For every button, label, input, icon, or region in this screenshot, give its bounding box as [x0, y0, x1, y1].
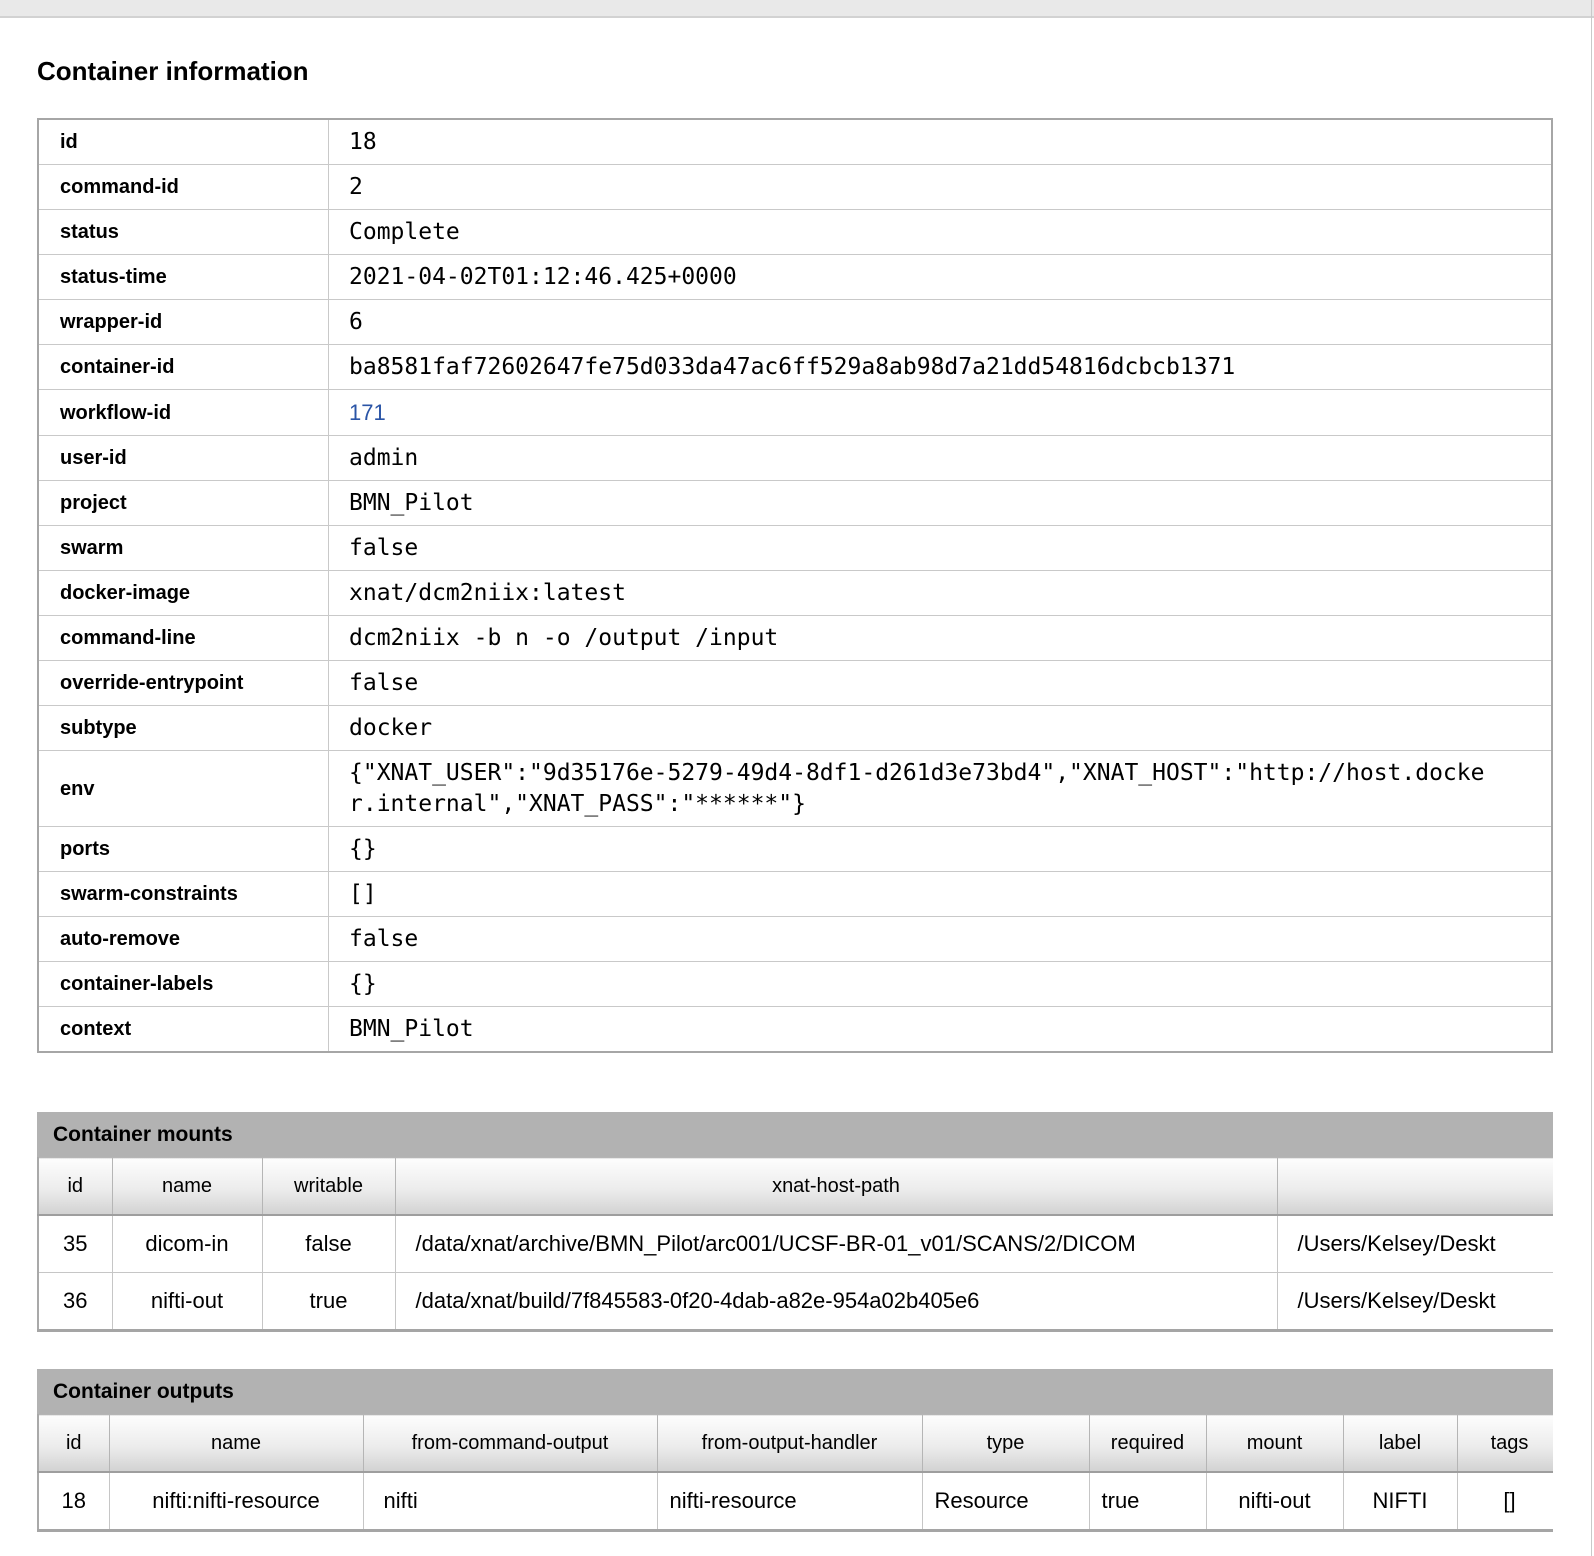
info-label: context — [38, 1007, 329, 1053]
info-row — [38, 390, 1552, 436]
outputs-header-row — [38, 1415, 1553, 1473]
info-value: [] — [329, 872, 1553, 917]
info-value: BMN_Pilot — [329, 481, 1553, 526]
info-label: wrapper-id — [38, 300, 329, 345]
info-label: container-id — [38, 345, 329, 390]
info-row — [38, 661, 1552, 706]
col-header-from-output-handler: from-output-handler — [657, 1415, 922, 1473]
workflow-id-link[interactable]: 171 — [349, 400, 386, 425]
cell-container-host-path: /Users/Kelsey/Deskt — [1277, 1215, 1553, 1273]
info-row — [38, 255, 1552, 300]
info-row — [38, 345, 1552, 390]
mounts-header-row — [38, 1158, 1553, 1216]
container-mounts-table — [37, 1157, 1553, 1332]
info-row — [38, 571, 1552, 616]
outputs-row — [38, 1472, 1553, 1531]
info-label: command-line — [38, 616, 329, 661]
info-value: admin — [329, 436, 1553, 481]
info-row — [38, 827, 1552, 872]
cell-type: Resource — [922, 1472, 1089, 1531]
info-value: 2021-04-02T01:12:46.425+0000 — [329, 255, 1553, 300]
cell-xnat-host-path: /data/xnat/archive/BMN_Pilot/arc001/UCSF-BR-01_v01/SCANS/2/DICOM — [395, 1215, 1277, 1273]
container-mounts-section — [37, 1112, 1594, 1332]
col-header-label: label — [1343, 1415, 1457, 1473]
info-label: command-id — [38, 165, 329, 210]
container-outputs-header: Container outputs — [37, 1369, 1553, 1414]
info-value: {} — [329, 962, 1553, 1007]
info-label: container-labels — [38, 962, 329, 1007]
info-value: docker — [329, 706, 1553, 751]
info-row — [38, 917, 1552, 962]
col-header-from-command-output: from-command-output — [363, 1415, 657, 1473]
info-row — [38, 706, 1552, 751]
info-value: BMN_Pilot — [329, 1007, 1553, 1053]
cell-name: nifti:nifti-resource — [109, 1472, 363, 1531]
mounts-row — [38, 1273, 1553, 1331]
info-row — [38, 210, 1552, 255]
page-right-border — [1591, 0, 1592, 1556]
cell-id: 36 — [38, 1273, 112, 1331]
info-row — [38, 481, 1552, 526]
cell-writable: false — [262, 1215, 395, 1273]
col-header-mount: mount — [1206, 1415, 1343, 1473]
info-label: status-time — [38, 255, 329, 300]
cell-mount: nifti-out — [1206, 1472, 1343, 1531]
info-label: user-id — [38, 436, 329, 481]
info-label: project — [38, 481, 329, 526]
info-value: {} — [329, 827, 1553, 872]
cell-from-command-output: nifti — [363, 1472, 657, 1531]
info-row — [38, 165, 1552, 210]
cell-name: nifti-out — [112, 1273, 262, 1331]
cell-from-output-handler: nifti-resource — [657, 1472, 922, 1531]
container-mounts-header: Container mounts — [37, 1112, 1553, 1157]
info-label: override-entrypoint — [38, 661, 329, 706]
info-label: swarm — [38, 526, 329, 571]
col-header-id: id — [38, 1158, 112, 1216]
container-outputs-section — [37, 1369, 1594, 1532]
info-label: env — [38, 751, 329, 827]
info-row — [38, 300, 1552, 345]
info-label: workflow-id — [38, 390, 329, 436]
info-label: docker-image — [38, 571, 329, 616]
info-value: dcm2niix -b n -o /output /input — [329, 616, 1553, 661]
col-header-id: id — [38, 1415, 109, 1473]
info-label: id — [38, 119, 329, 165]
cell-container-host-path: /Users/Kelsey/Deskt — [1277, 1273, 1553, 1331]
col-header-name: name — [112, 1158, 262, 1216]
top-bar — [0, 0, 1594, 18]
info-value: false — [329, 661, 1553, 706]
info-value: false — [329, 526, 1553, 571]
info-value: 6 — [329, 300, 1553, 345]
info-value-env: {"XNAT_USER":"9d35176e-5279-49d4-8df1-d261d3e73bd4","XNAT_HOST":"http://host.docker.internal","XNAT_PASS":"******"} — [329, 751, 1553, 827]
container-outputs-table — [37, 1414, 1553, 1532]
info-row — [38, 119, 1552, 165]
container-info-table — [37, 118, 1553, 1053]
info-value: ba8581faf72602647fe75d033da47ac6ff529a8ab98d7a21dd54816dcbcb1371 — [329, 345, 1553, 390]
cell-tags: [] — [1457, 1472, 1553, 1531]
info-label: swarm-constraints — [38, 872, 329, 917]
col-header-writable: writable — [262, 1158, 395, 1216]
info-value: 18 — [329, 119, 1553, 165]
col-header-xnat-host-path: xnat-host-path — [395, 1158, 1277, 1216]
info-row — [38, 616, 1552, 661]
page-title: Container information — [37, 56, 309, 86]
col-header-type: type — [922, 1415, 1089, 1473]
info-value: Complete — [329, 210, 1553, 255]
info-value: 2 — [329, 165, 1553, 210]
cell-writable: true — [262, 1273, 395, 1331]
cell-required: true — [1089, 1472, 1206, 1531]
container-mounts-clip — [37, 1157, 1553, 1332]
cell-xnat-host-path: /data/xnat/build/7f845583-0f20-4dab-a82e-954a02b405e6 — [395, 1273, 1277, 1331]
col-header-tags: tags — [1457, 1415, 1553, 1473]
info-value-workflow — [329, 390, 1553, 436]
info-value: xnat/dcm2niix:latest — [329, 571, 1553, 616]
info-row — [38, 526, 1552, 571]
info-row — [38, 872, 1552, 917]
col-header-required: required — [1089, 1415, 1206, 1473]
col-header-container-host-path — [1277, 1158, 1553, 1216]
cell-name: dicom-in — [112, 1215, 262, 1273]
info-row — [38, 436, 1552, 481]
info-label: auto-remove — [38, 917, 329, 962]
col-header-name: name — [109, 1415, 363, 1473]
mounts-row — [38, 1215, 1553, 1273]
info-row — [38, 962, 1552, 1007]
info-value: false — [329, 917, 1553, 962]
cell-id: 18 — [38, 1472, 109, 1531]
info-row — [38, 1007, 1552, 1053]
info-row — [38, 751, 1552, 827]
container-outputs-clip — [37, 1414, 1553, 1532]
cell-id: 35 — [38, 1215, 112, 1273]
info-label: ports — [38, 827, 329, 872]
info-label: status — [38, 210, 329, 255]
info-label: subtype — [38, 706, 329, 751]
cell-label: NIFTI — [1343, 1472, 1457, 1531]
